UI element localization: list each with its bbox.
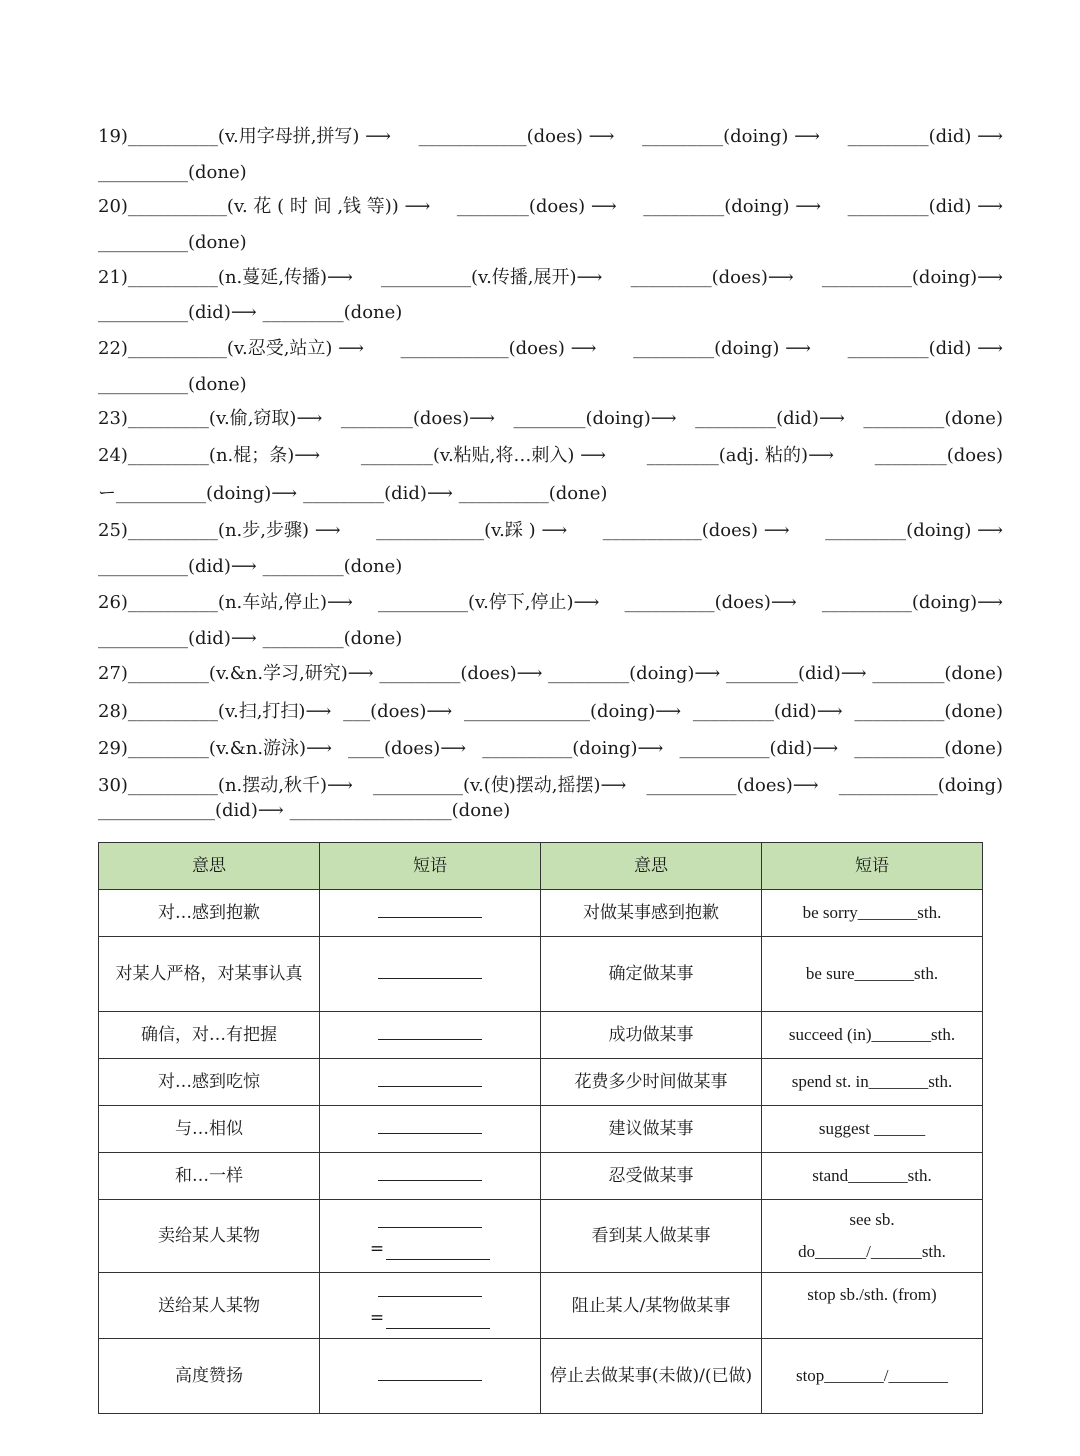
exercise-line-29 [98,732,1003,766]
phrase-cell: succeed (in)_______sth. [762,1012,983,1059]
answer-cell [320,1273,541,1339]
line-segment: _________(doing) ⟶ [825,520,1003,541]
line-segment: 28)__________(v.扫,打扫)⟶ [98,701,332,722]
line-segment: 29)_________(v.&n.游泳)⟶ [98,738,332,759]
exercise-line-24 [98,439,1003,473]
line-segment: __________(did)⟶ [98,556,257,577]
meaning-cell: 确定做某事 [541,937,762,1012]
line-segment: _________(did) ⟶ [847,196,1003,217]
table-row [99,1059,983,1106]
answer-cell [320,1153,541,1200]
line-segment: 30)__________(n.摆动,秋千)⟶ [98,775,353,796]
line-segment: __________(done) [98,232,247,253]
line-segment: _________(doing) ⟶ [642,126,820,147]
answer-cell [320,1012,541,1059]
line-segment: ________(does)⟶ [340,408,495,429]
answer-cell [320,1059,541,1106]
answer-blank[interactable] [378,1119,482,1134]
phrase-cell: be sure_______sth. [762,937,983,1012]
answer-blank[interactable] [386,1312,490,1329]
line-segment: ________(does) [874,445,1003,466]
line-segment: _________(does)⟶ [379,663,543,684]
phrase-cell: be sorry_______sth. [762,890,983,937]
phrase-table [98,842,983,1414]
line-segment: ____(does)⟶ [348,738,467,759]
phrase-line: see sb. [849,1210,895,1229]
table-row [99,1012,983,1059]
line-segment: __________(done) [854,701,1003,722]
equals-sign: = [369,1238,385,1259]
exercise-line-26 [98,586,1003,620]
line-segment: 21)__________(n.蔓延,传播)⟶ [98,267,353,288]
line-segment: __________(v.传播,展开)⟶ [381,267,603,288]
meaning-cell: 阻止某人/某物做某事 [541,1273,762,1339]
answer-blank[interactable] [378,964,482,979]
line-segment: __________(did)⟶ [98,302,257,323]
exercise-line-19-cont [98,156,1003,190]
line-segment: ________(does) ⟶ [456,196,617,217]
line-segment: 19)__________(v.用字母拼,拼写) ⟶ [98,126,391,147]
line-segment: _________(doing) ⟶ [633,338,811,359]
line-segment: ____________(does) ⟶ [400,338,597,359]
exercise-line-20 [98,190,1003,224]
exercise-line-20-cont [98,226,1003,260]
line-segment: _________(did) ⟶ [847,338,1003,359]
meaning-cell: 看到某人做某事 [541,1200,762,1273]
line-segment: ________(v.粘贴,将…刺入) ⟶ [360,445,606,466]
meaning-cell: 对做某事感到抱歉 [541,890,762,937]
meaning-cell: 建议做某事 [541,1106,762,1153]
line-segment: __________(done) [98,374,247,395]
answer-blank[interactable] [378,1166,482,1181]
exercise-line-23 [98,402,1003,436]
line-segment: 20)___________(v. 花 ( 时 间 ,钱 等)) ⟶ [98,196,431,217]
line-segment: 25)__________(n.步,步骤) ⟶ [98,520,341,541]
line-segment: __________(done) [854,738,1003,759]
phrase-cell: stop_______/_______ [762,1339,983,1414]
answer-cell [320,937,541,1012]
exercise-line-28 [98,695,1003,729]
line-segment: _________(does)⟶ [630,267,794,288]
line-segment: __________(doing)⟶ [482,738,664,759]
meaning-cell: 与…相似 [99,1106,320,1153]
line-segment: ________(doing)⟶ [513,408,677,429]
table-row [99,890,983,937]
line-segment: ____________(v.踩 ) ⟶ [376,520,568,541]
line-segment: _________(did)⟶ [695,408,845,429]
table-row [99,1153,983,1200]
line-segment: __________(v.(使)摆动,摇摆)⟶ [372,775,627,796]
line-segment: _________(did) ⟶ [847,126,1003,147]
line-segment: __________(does)⟶ [624,592,797,613]
meaning-cell: 高度赞扬 [99,1339,320,1414]
answer-cell [320,1106,541,1153]
table-row [99,1339,983,1414]
line-segment: __________(does)⟶ [646,775,819,796]
meaning-cell: 对某人严格，对某事认真 [99,937,320,1012]
line-segment: 26)__________(n.车站,停止)⟶ [98,592,353,613]
line-segment: 27)_________(v.&n.学习,研究)⟶ [98,663,374,684]
line-segment: __________(did)⟶ [679,738,839,759]
line-segment: __________(v.停下,停止)⟶ [378,592,600,613]
line-segment: __________(did)⟶ [98,628,257,649]
line-segment: _________(done) [262,556,403,577]
line-segment: _________(doing) ⟶ [643,196,822,217]
meaning-cell: 花费多少时间做某事 [541,1059,762,1106]
line-segment: ー__________(doing)⟶ [98,483,298,504]
answer-cell [320,890,541,937]
line-segment: __________(doing)⟶ [821,592,1003,613]
exercise-line-27 [98,657,1003,691]
exercise-line-22-cont [98,368,1003,402]
line-segment: _________(done) [863,408,1003,429]
line-segment: __________(done) [458,483,608,504]
phrase-cell [762,1200,983,1273]
answer-blank[interactable] [378,1366,482,1381]
answer-blank[interactable] [378,1282,482,1297]
exercise-line-22 [98,332,1003,366]
phrase-line: do______/______sth. [798,1242,946,1261]
exercise-line-21-cont [98,296,1003,330]
line-segment: _____________(did)⟶ [98,800,284,821]
meaning-cell: 和…一样 [99,1153,320,1200]
phrase-cell: stand_______sth. [762,1153,983,1200]
header-meaning: 意思 [99,843,320,890]
line-segment: __________(done) [98,162,247,183]
exercise-line-26-cont [98,622,1003,656]
line-segment: __________(doing)⟶ [821,267,1003,288]
answer-blank[interactable] [386,1243,490,1260]
table-row [99,1200,983,1273]
answer-cell [320,1339,541,1414]
exercise-line-19 [98,120,1003,154]
table-row [99,1273,983,1339]
meaning-cell: 停止去做某事(未做)/(已做) [541,1339,762,1414]
table-row [99,937,983,1012]
phrase-cell: suggest ______ [762,1106,983,1153]
exercise-line-30-cont [98,794,1003,828]
exercise-line-24-cont [98,477,1003,511]
phrase-cell: spend st. in_______sth. [762,1059,983,1106]
line-segment: _________(did)⟶ [303,483,453,504]
meaning-cell: 送给某人某物 [99,1273,320,1339]
table-header-row [99,843,983,890]
equals-sign: = [369,1308,385,1328]
line-segment: ________(did)⟶ [725,663,867,684]
answer-blank[interactable] [378,1025,482,1040]
line-segment: ___________(does) ⟶ [602,520,790,541]
line-segment: 24)_________(n.棍；条)⟶ [98,445,321,466]
line-segment: _________(done) [262,302,403,323]
answer-blank[interactable] [378,903,482,918]
line-segment: _________(done) [262,628,403,649]
line-segment: 22)___________(v.忍受,站立) ⟶ [98,338,364,359]
header-phrase: 短语 [762,843,983,890]
line-segment: _________(did)⟶ [692,701,843,722]
line-segment: _________(doing)⟶ [548,663,721,684]
line-segment: ________(adj. 粘的)⟶ [646,445,834,466]
line-segment: ___(does)⟶ [343,701,453,722]
meaning-cell: 对…感到吃惊 [99,1059,320,1106]
answer-cell [320,1200,541,1273]
answer-blank[interactable] [378,1072,482,1087]
header-phrase: 短语 [320,843,541,890]
table-row [99,1106,983,1153]
exercise-line-25 [98,514,1003,548]
meaning-cell: 成功做某事 [541,1012,762,1059]
phrase-cell: stop sb./sth. (from) [762,1273,983,1339]
meaning-cell: 卖给某人某物 [99,1200,320,1273]
line-segment: __________________(done) [289,800,511,821]
line-segment: ____________(does) ⟶ [418,126,615,147]
line-segment: ________(done) [872,663,1003,684]
meaning-cell: 对…感到抱歉 [99,890,320,937]
line-segment: ______________(doing)⟶ [463,701,682,722]
meaning-cell: 忍受做某事 [541,1153,762,1200]
line-segment: ___________(doing) [838,775,1003,796]
meaning-cell: 确信，对…有把握 [99,1012,320,1059]
answer-blank[interactable] [378,1213,482,1228]
header-meaning: 意思 [541,843,762,890]
exercise-line-21 [98,261,1003,295]
line-segment: 23)_________(v.偷,窃取)⟶ [98,408,323,429]
exercise-line-25-cont [98,550,1003,584]
